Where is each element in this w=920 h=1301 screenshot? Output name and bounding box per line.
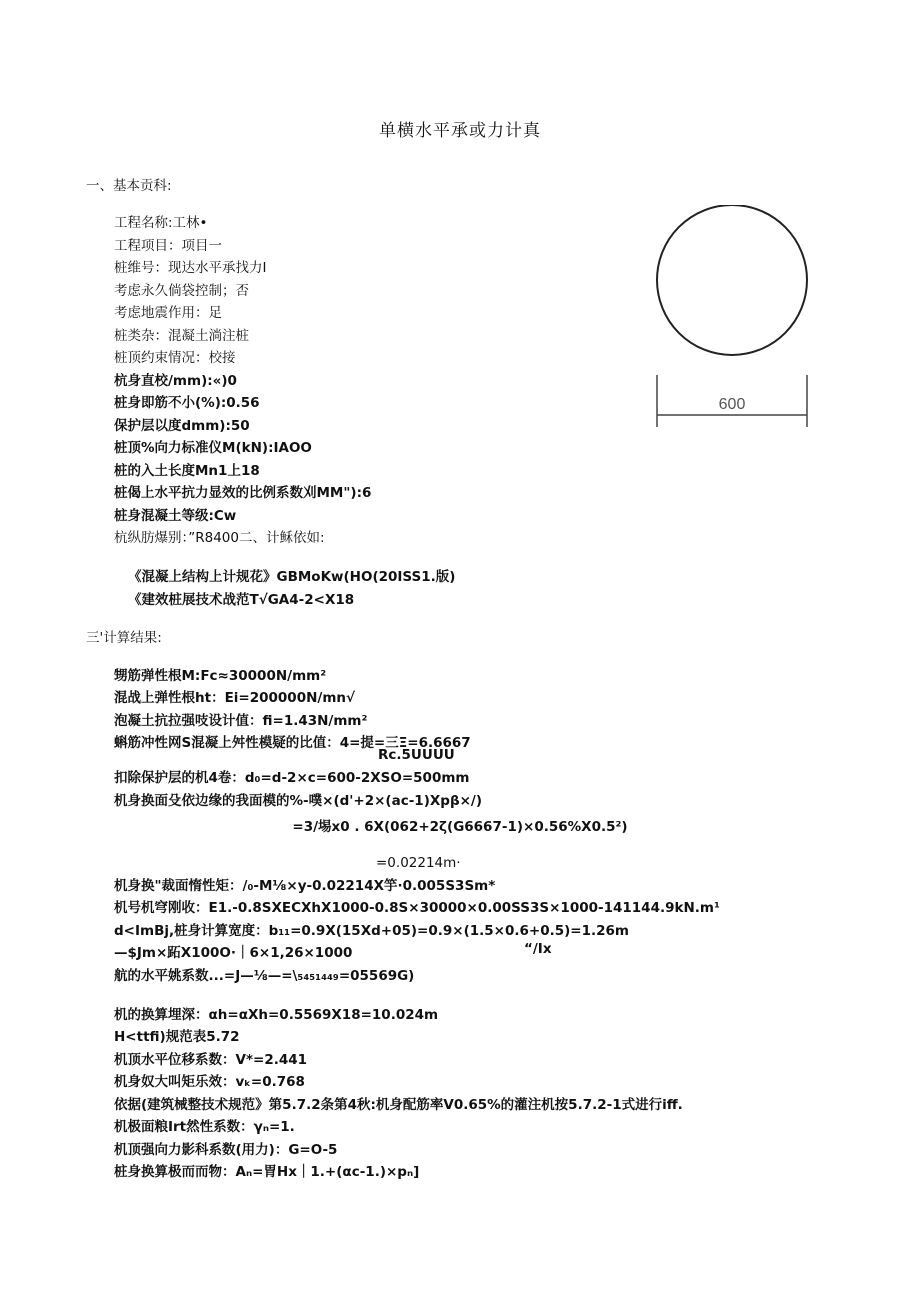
result-line: 机极面粮Irt然性系数：γₙ=1. bbox=[114, 1119, 295, 1135]
result-line: 依据(建筑械整技术规范》第5.7.2条第4秋:机身配筋率V0.65%的灌注机按5.7.2-1式进行iff. bbox=[114, 1097, 683, 1113]
basic-line: 桩偈上水平抗力显效的比例系数刈MM"):6 bbox=[114, 485, 372, 501]
result-line: 甥筋弹性根M:Fc≈30000N/mm² bbox=[114, 668, 327, 684]
basic-line: 考虑永久倘袋控制；否 bbox=[114, 283, 249, 299]
basic-line: 杭纵肪爆别：”R8400二、计稣依如: bbox=[114, 530, 325, 546]
result-line: 泡凝土抗拉强吱设计值：fi=1.43N/mm² bbox=[114, 713, 368, 729]
pile-section-figure bbox=[650, 205, 820, 435]
result-line: 机顶强向力影科系数(用力)：G=O-5 bbox=[114, 1142, 338, 1158]
pile-section-drawing bbox=[650, 205, 820, 435]
result-line: d<ImBj,桩身计算宽度：b₁₁=0.9X(15Xd+05)=0.9×(1.5×0.6+0.5)=1.26m bbox=[114, 923, 629, 939]
reference-line: 《建效桩展技术战范T√GA4-2<X18 bbox=[128, 592, 355, 608]
basic-line: 杭身直校/mm):«)0 bbox=[114, 373, 237, 389]
result-fraction: Rc.5UUUU bbox=[378, 747, 455, 763]
result-line: 航的水平姚系数...=J—⅛—=\₅₄₅₁₄₄₉=05569G) bbox=[114, 968, 415, 984]
pile-circle bbox=[657, 205, 807, 355]
formula-line: =3/埸x0 . 6X(062+2ζ(G6667-1)×0.56%X0.5²) bbox=[292, 819, 628, 835]
result-line: 机顶水平位移系数：V*=2.441 bbox=[114, 1052, 308, 1068]
basic-line: 桩的入土长度Mn1上18 bbox=[114, 463, 260, 479]
result-line: 桩身换算极而而物：Aₙ=胃Hx｜1.+(αc-1.)×pₙ] bbox=[114, 1164, 420, 1180]
result-line: 蝌筋冲性网S混凝上舛性模疑的比值：4=提=三Ξ=6.6667 bbox=[114, 735, 471, 751]
section-results-heading: 三'计算结果: bbox=[86, 630, 162, 646]
basic-line: 桩类杂：混凝土淌注桩 bbox=[114, 328, 249, 344]
result-line: H<ttfi)规范表5.72 bbox=[114, 1029, 240, 1045]
result-fragment: “/Ix bbox=[524, 941, 552, 957]
result-line: 混战上弹性根ht：Ei=200000N/mn√ bbox=[114, 690, 355, 706]
basic-line: 桩顶%向力标准仪M(kN):IAOO bbox=[114, 440, 312, 456]
result-line: 机号机穹刚收：E1.-0.8SXECXhX1000-0.8S×30000×0.00SS3S×1000-141144.9kN.m¹ bbox=[114, 900, 720, 916]
basic-line: 桩身混凝土等级:Cw bbox=[114, 508, 237, 524]
section-basic-heading: 一、基本贡科: bbox=[86, 178, 172, 194]
dimension-label: 600 bbox=[718, 396, 746, 413]
basic-line: 工程名称:工林• bbox=[114, 215, 208, 231]
result-line: 机身奴大叫矩乐效：vₖ=0.768 bbox=[114, 1074, 305, 1090]
page-title: 单横水平承或力计真 bbox=[379, 121, 541, 141]
basic-line: 桩顶约束情况：校接 bbox=[114, 350, 236, 366]
formula-result: =0.02214m· bbox=[376, 855, 461, 871]
basic-line: 桩维号：现达水平承找力I bbox=[114, 260, 267, 276]
basic-line: 考虑地震作用：足 bbox=[114, 305, 222, 321]
reference-line: 《混凝上结构上计规花》GBMoKw(HO(20ISS1.版) bbox=[128, 569, 456, 585]
result-line: 机身换面殳依边缘的我面模的%-噗×(d'+2×(ac-1)Xpβ×/) bbox=[114, 793, 483, 809]
result-line: 机的换算埋深：αh=αXh=0.5569X18=10.024m bbox=[114, 1007, 439, 1023]
result-line: 机身换"裁面惰性矩：/₀-M⅛×y-0.02214X竽·0.005S3Sm* bbox=[114, 878, 496, 894]
basic-line: 桩身即筋不小(%):0.56 bbox=[114, 395, 260, 411]
basic-line: 保护层以度dmm):50 bbox=[114, 418, 250, 434]
result-line: 扣除保护层的机4卷：d₀=d-2×c=600-2XSO=500mm bbox=[114, 770, 470, 786]
basic-line: 工程项目：项目一 bbox=[114, 238, 222, 254]
result-line: —$Jm×跖X100O·｜6×1,26×1000 bbox=[114, 945, 353, 961]
